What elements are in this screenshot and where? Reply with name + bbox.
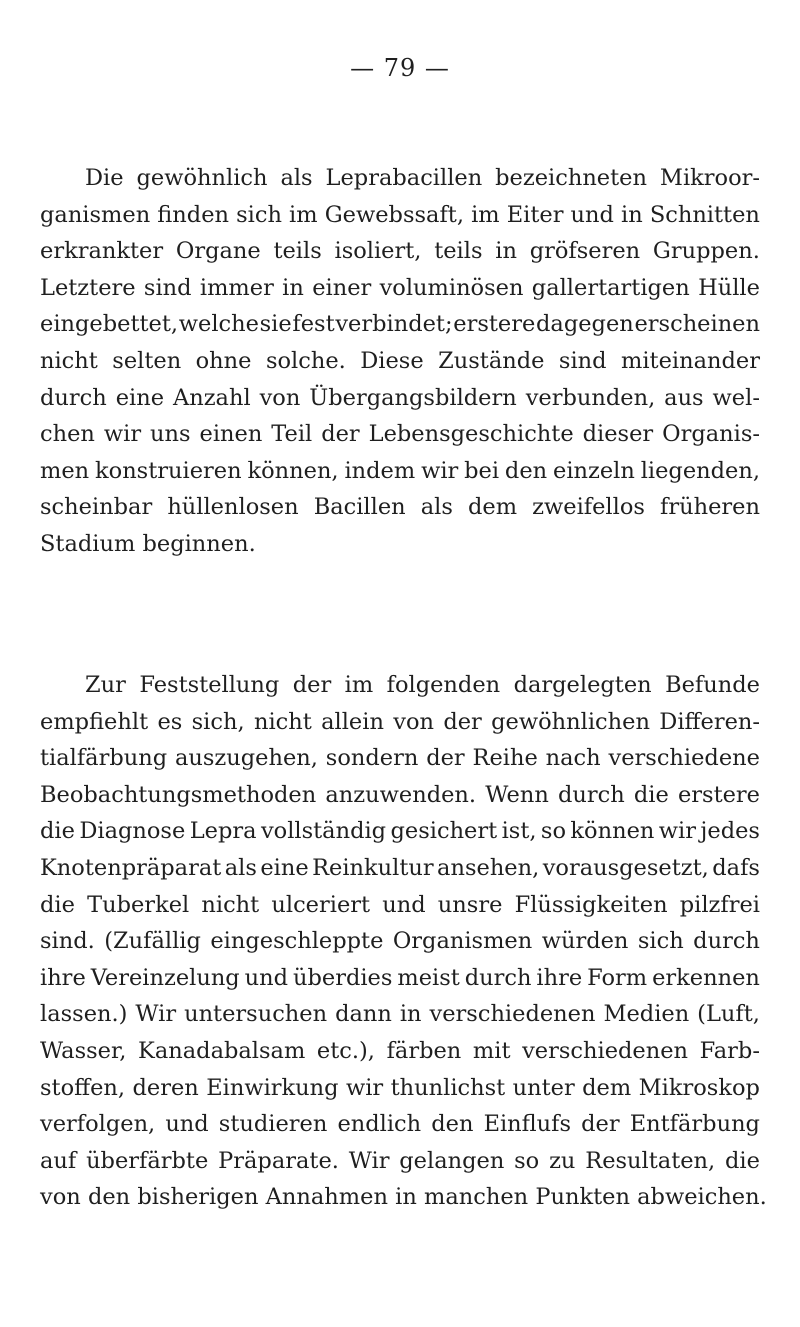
word: deren bbox=[132, 1074, 199, 1101]
word: sondern bbox=[325, 745, 419, 772]
word: den bbox=[431, 1111, 474, 1138]
word: Wasser, bbox=[40, 1037, 127, 1064]
word: der bbox=[321, 421, 360, 448]
word: Lepra bbox=[189, 818, 257, 845]
word: (Luft, bbox=[697, 1001, 760, 1028]
word: Annahmen bbox=[265, 1184, 388, 1211]
word: nicht bbox=[253, 708, 312, 735]
word: und bbox=[382, 891, 426, 918]
text-line bbox=[40, 453, 760, 490]
word: dagegen bbox=[536, 311, 634, 338]
word: ganismen bbox=[40, 201, 151, 228]
word: bezeichneten bbox=[495, 165, 647, 191]
word: allein bbox=[321, 708, 384, 735]
word: sind bbox=[558, 347, 607, 374]
word: Entfärbung bbox=[629, 1111, 760, 1138]
word: Beobachtungsmethoden bbox=[40, 781, 317, 808]
word: den bbox=[504, 457, 548, 484]
word: Kanadabalsam bbox=[138, 1037, 306, 1064]
text-line bbox=[40, 270, 760, 307]
word: welche bbox=[178, 311, 259, 338]
word: empfiehlt bbox=[40, 708, 149, 735]
word: thunlichst bbox=[390, 1074, 506, 1101]
word: eine bbox=[260, 854, 309, 881]
word: verfolgen, bbox=[40, 1111, 156, 1138]
word: einzeln bbox=[553, 457, 635, 484]
word: von bbox=[393, 708, 435, 735]
word: ohne bbox=[195, 347, 252, 374]
word: fest bbox=[292, 311, 335, 338]
text-line bbox=[40, 704, 760, 741]
word: von bbox=[259, 384, 301, 411]
word: nicht bbox=[40, 347, 98, 374]
word: überfärbte bbox=[86, 1147, 209, 1174]
word: sich bbox=[236, 201, 282, 228]
word: so bbox=[540, 818, 567, 845]
word: Eiter bbox=[506, 201, 564, 228]
word: Die bbox=[85, 165, 124, 191]
text-line bbox=[40, 526, 760, 563]
word: gewöhnlichen bbox=[491, 708, 650, 735]
word: isoliert, bbox=[334, 238, 422, 265]
word: einen bbox=[199, 421, 263, 448]
word: pilzfrei bbox=[679, 891, 760, 918]
word: aus bbox=[664, 384, 704, 411]
word: Feststellung bbox=[139, 672, 280, 698]
word: ist, bbox=[501, 818, 537, 845]
paragraph-2 bbox=[40, 667, 767, 1216]
text-line bbox=[40, 923, 760, 960]
word: in bbox=[399, 1001, 422, 1028]
word: verbunden, bbox=[525, 384, 656, 411]
word: in bbox=[495, 238, 517, 265]
word: wir bbox=[421, 457, 459, 484]
text-line bbox=[40, 1033, 760, 1070]
page-number: — 79 — bbox=[350, 54, 450, 82]
word: bisherigen bbox=[137, 1184, 259, 1211]
word: Flüssigkeiten bbox=[514, 891, 668, 918]
word: verschiedenen bbox=[429, 1001, 596, 1028]
text-line bbox=[40, 1143, 760, 1180]
text-line bbox=[40, 197, 760, 234]
word: studieren bbox=[218, 1111, 328, 1138]
word: überdies bbox=[292, 964, 393, 991]
word: und bbox=[165, 1111, 209, 1138]
word: die bbox=[40, 818, 75, 845]
word: selten bbox=[112, 347, 182, 374]
word: ihre bbox=[40, 964, 86, 991]
word: folgenden bbox=[386, 672, 501, 698]
word: wir bbox=[103, 421, 142, 448]
word: sich bbox=[637, 928, 684, 955]
word: wel- bbox=[712, 384, 760, 411]
word: gröfseren bbox=[529, 238, 641, 265]
paragraph-1 bbox=[40, 160, 760, 563]
word: meist bbox=[397, 964, 460, 991]
word: ihre bbox=[536, 964, 583, 991]
word: im bbox=[344, 672, 374, 698]
text-line bbox=[40, 850, 760, 887]
word: von bbox=[40, 1184, 81, 1211]
text-line bbox=[40, 380, 760, 417]
word: Zur bbox=[85, 672, 126, 698]
word: Mikroskop bbox=[638, 1074, 760, 1101]
word: anzuwenden. bbox=[325, 781, 477, 808]
word: in bbox=[621, 201, 643, 228]
text-line bbox=[40, 1070, 760, 1107]
word: Wenn bbox=[485, 781, 549, 808]
text-line bbox=[40, 343, 760, 380]
text-line bbox=[40, 306, 760, 343]
word: dieser bbox=[582, 421, 654, 448]
word: verschiedenen bbox=[522, 1037, 689, 1064]
word: und bbox=[244, 964, 289, 991]
word: chen bbox=[40, 421, 95, 448]
word: als bbox=[280, 165, 313, 191]
word: die bbox=[40, 891, 75, 918]
text-line bbox=[40, 887, 760, 924]
word: jedes bbox=[700, 818, 760, 845]
word: abweichen. bbox=[637, 1184, 767, 1211]
word: durch bbox=[464, 964, 532, 991]
word: bei bbox=[464, 457, 500, 484]
word: im bbox=[289, 201, 318, 228]
word: tialfärbung bbox=[40, 745, 168, 772]
text-line bbox=[40, 740, 760, 777]
word: können, bbox=[247, 457, 339, 484]
word: einer bbox=[312, 274, 372, 301]
word: zweifellos bbox=[532, 494, 645, 521]
word: Resultaten, bbox=[585, 1147, 716, 1174]
word: Leprabacillen bbox=[325, 165, 483, 191]
word: Gewebssaft, bbox=[324, 201, 464, 228]
word: untersuchen bbox=[184, 1001, 328, 1028]
word: Form bbox=[587, 964, 648, 991]
word: in bbox=[395, 1184, 417, 1211]
word: Farb- bbox=[699, 1037, 760, 1064]
word: dann bbox=[335, 1001, 392, 1028]
text-line bbox=[40, 1179, 767, 1216]
word: der bbox=[426, 745, 465, 772]
word: früheren bbox=[660, 494, 760, 521]
text-line bbox=[40, 489, 760, 526]
word: die bbox=[725, 1147, 760, 1174]
word: erstere bbox=[453, 311, 536, 338]
word: finden bbox=[157, 201, 230, 228]
text-line bbox=[40, 160, 760, 197]
word: voluminösen bbox=[379, 274, 524, 301]
word: Bacillen bbox=[313, 494, 406, 521]
word: beginnen. bbox=[142, 530, 256, 557]
word: miteinander bbox=[621, 347, 760, 374]
text-line bbox=[40, 416, 760, 453]
word: der bbox=[292, 672, 332, 698]
word: Zustände bbox=[438, 347, 545, 374]
word: dem bbox=[582, 1074, 632, 1101]
word: gallertartigen bbox=[531, 274, 690, 301]
text-line bbox=[40, 996, 760, 1033]
word: Knotenpräparat bbox=[40, 854, 222, 881]
word: etc.), bbox=[316, 1037, 375, 1064]
word: durch bbox=[693, 928, 760, 955]
word: Befunde bbox=[665, 672, 760, 698]
word: immer bbox=[199, 274, 274, 301]
text-line bbox=[40, 960, 760, 997]
word: mit bbox=[472, 1037, 511, 1064]
word: eingeschleppte bbox=[210, 928, 384, 955]
word: eine bbox=[115, 384, 165, 411]
word: Einwirkung bbox=[206, 1074, 339, 1101]
word: Medien bbox=[603, 1001, 690, 1028]
word: Differen- bbox=[659, 708, 760, 735]
word: teils bbox=[273, 238, 322, 265]
word: es bbox=[157, 708, 183, 735]
word: sie bbox=[259, 311, 292, 338]
word: unter bbox=[512, 1074, 575, 1101]
word: liegenden, bbox=[640, 457, 760, 484]
word: dafs bbox=[712, 854, 760, 881]
word: auszugehen, bbox=[174, 745, 318, 772]
word: würden bbox=[541, 928, 629, 955]
word: im bbox=[471, 201, 500, 228]
word: erkennen bbox=[652, 964, 760, 991]
word: ansehen, bbox=[437, 854, 540, 881]
word: ulceriert bbox=[271, 891, 371, 918]
word: teils bbox=[434, 238, 483, 265]
word: auf bbox=[40, 1147, 77, 1174]
word: durch bbox=[557, 781, 625, 808]
word: Hülle bbox=[698, 274, 760, 301]
word: men bbox=[40, 457, 90, 484]
word: dem bbox=[468, 494, 518, 521]
word: sind. bbox=[40, 928, 95, 955]
word: Anzahl bbox=[172, 384, 251, 411]
word: Wir bbox=[348, 1147, 390, 1174]
word: Präparate. bbox=[218, 1147, 339, 1174]
word: gewöhnlich bbox=[136, 165, 268, 191]
word: Übergangsbildern bbox=[309, 384, 517, 411]
word: gesichert bbox=[390, 818, 498, 845]
word: sind bbox=[143, 274, 192, 301]
text-line bbox=[40, 1106, 760, 1143]
word: vorausgesetzt, bbox=[542, 854, 709, 881]
word: so bbox=[514, 1147, 540, 1174]
text-line bbox=[40, 813, 760, 850]
word: scheinbar bbox=[40, 494, 153, 521]
word: Diese bbox=[360, 347, 424, 374]
word: erscheinen bbox=[634, 311, 760, 338]
word: Schnitten bbox=[649, 201, 760, 228]
word: als bbox=[224, 854, 257, 881]
word: endlich bbox=[337, 1111, 422, 1138]
word: (Zufällig bbox=[104, 928, 201, 955]
word: wir bbox=[345, 1074, 384, 1101]
word: wir bbox=[658, 818, 697, 845]
word: färben bbox=[386, 1037, 462, 1064]
word: Wir bbox=[135, 1001, 177, 1028]
word: Organis- bbox=[662, 421, 760, 448]
word: vollständig bbox=[260, 818, 387, 845]
word: Reihe bbox=[472, 745, 538, 772]
word: der bbox=[581, 1111, 620, 1138]
word: Organismen bbox=[392, 928, 533, 955]
word: stoffen, bbox=[40, 1074, 126, 1101]
word: können bbox=[570, 818, 655, 845]
word: uns bbox=[150, 421, 191, 448]
word: dargelegten bbox=[513, 672, 652, 698]
word: nach bbox=[545, 745, 601, 772]
word: verbindet; bbox=[335, 311, 453, 338]
word: und bbox=[570, 201, 614, 228]
word: hüllenlosen bbox=[167, 494, 299, 521]
word: Einflufs bbox=[483, 1111, 572, 1138]
word: Punkten bbox=[535, 1184, 630, 1211]
word: verschiedene bbox=[608, 745, 760, 772]
word: eingebettet, bbox=[40, 311, 179, 338]
text-line bbox=[40, 667, 760, 704]
word: indem bbox=[344, 457, 416, 484]
word: erkrankter bbox=[40, 238, 164, 265]
word: unsre bbox=[437, 891, 503, 918]
word: lassen.) bbox=[40, 1001, 128, 1028]
word: Tuberkel bbox=[87, 891, 190, 918]
word: konstruieren bbox=[95, 457, 242, 484]
word: manchen bbox=[424, 1184, 529, 1211]
word: in bbox=[282, 274, 304, 301]
word: nicht bbox=[201, 891, 260, 918]
word: Lebensgeschichte bbox=[368, 421, 574, 448]
word: als bbox=[420, 494, 453, 521]
word: den bbox=[87, 1184, 131, 1211]
word: der bbox=[443, 708, 482, 735]
word: Vereinzelung bbox=[90, 964, 240, 991]
word: die bbox=[633, 781, 669, 808]
word: Letztere bbox=[40, 274, 136, 301]
word: Organe bbox=[175, 238, 261, 265]
word: solche. bbox=[265, 347, 346, 374]
word: sich, bbox=[191, 708, 245, 735]
word: Gruppen. bbox=[652, 238, 760, 265]
word: Reinkultur bbox=[312, 854, 434, 881]
word: zu bbox=[549, 1147, 576, 1174]
word: Teil bbox=[271, 421, 313, 448]
word: Mikroor- bbox=[659, 165, 760, 191]
word: erstere bbox=[677, 781, 760, 808]
text-line bbox=[40, 777, 760, 814]
word: Stadium bbox=[40, 530, 136, 557]
text-line bbox=[40, 233, 760, 270]
word: gelangen bbox=[399, 1147, 505, 1174]
word: durch bbox=[40, 384, 107, 411]
word: Diagnose bbox=[79, 818, 186, 845]
